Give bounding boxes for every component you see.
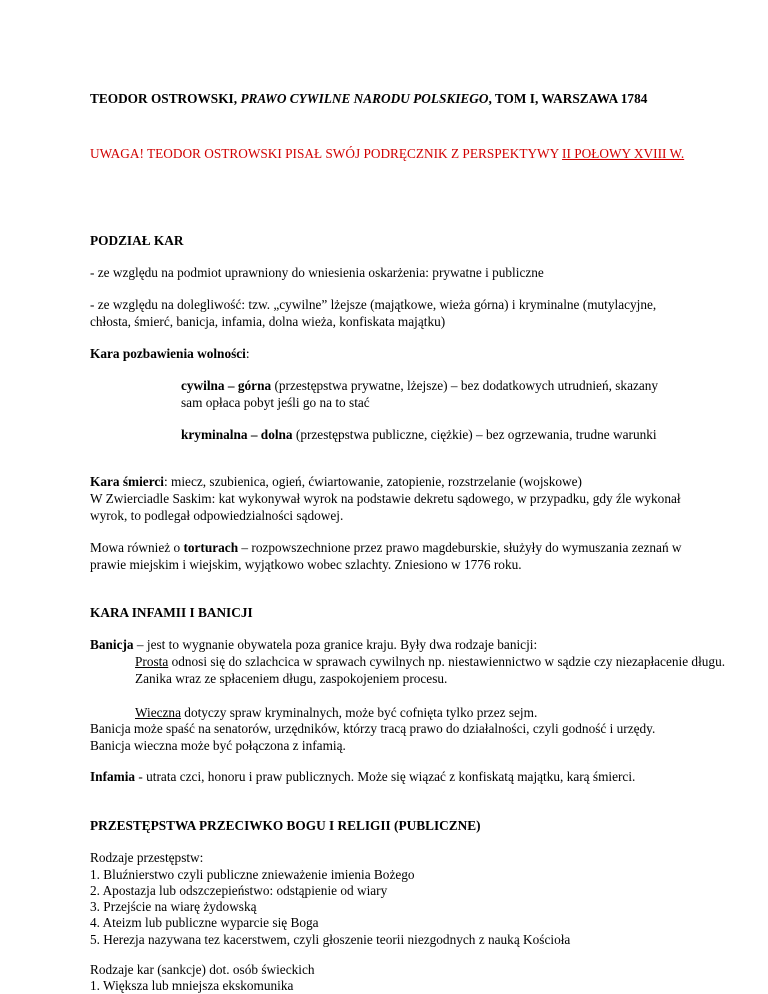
- rodzaje-przestepstw-title: Rodzaje przestępstw:: [90, 850, 204, 865]
- banicja-wieczna: Wieczna dotyczy spraw kryminalnych, może być cofnięta tylko przez sejm.: [135, 705, 538, 720]
- kara-cywilna: cywilna – górna (przestępstwa prywatne, lżejsze) – bez dodatkowych utrudnień, skazany sam opłaca pobyt jeśli go na to stać: [181, 378, 659, 410]
- infamia-definition: Infamia - utrata czci, honoru i praw publicznych. Może się wiązać z konfiskatą majątku, karą śmierci.: [90, 769, 636, 784]
- warning-note: UWAGA! TEODOR OSTROWSKI PISAŁ SWÓJ PODRĘCZNIK Z PERSPEKTYWY II POŁOWY XVIII W.: [90, 146, 685, 161]
- podzial-paragraph-2: - ze względu na dolegliwość: tzw. „cywilne” lżejsze (majątkowe, wieża górna) i kryminalne (mutylacyjne, chłosta, śmierć, banicja, infamia, dolna wieża, konfiskata majątku): [90, 297, 657, 329]
- list-item: 5. Herezja nazywana tez kacerstwem, czyli głoszenie teorii niezgodnych z nauką Kościoła: [90, 932, 571, 947]
- document-title: TEODOR OSTROWSKI, PRAWO CYWILNE NARODU POLSKIEGO, TOM I, WARSZAWA 1784: [90, 91, 648, 106]
- list-item: 1. Większa lub mniejsza ekskomunika: [90, 978, 294, 993]
- heading-przestepstwa: PRZESTĘPSTWA PRZECIWKO BOGU I RELIGII (PUBLICZNE): [90, 818, 481, 833]
- podzial-paragraph-1: - ze względu na podmiot uprawniony do wniesienia oskarżenia: prywatne i publiczne: [90, 265, 544, 280]
- heading-infamia-banicja: KARA INFAMII I BANICJI: [90, 605, 253, 620]
- rodzaje-kar-title: Rodzaje kar (sankcje) dot. osób świeckich: [90, 962, 315, 977]
- list-item: 4. Ateizm lub publiczne wyparcie się Boga: [90, 915, 319, 930]
- list-item: 1. Bluźnierstwo czyli publiczne znieważenie imienia Bożego: [90, 867, 415, 882]
- kara-smierci: Kara śmierci: miecz, szubienica, ogień, ćwiartowanie, zatopienie, rozstrzelanie (wojskowe): [90, 474, 582, 489]
- list-item: 2. Apostazja lub odszczepieństwo: odstąpienie od wiary: [90, 883, 388, 898]
- list-item: 3. Przejście na wiarę żydowską: [90, 899, 257, 914]
- kara-kryminalna: kryminalna – dolna (przestępstwa publiczne, ciężkie) – bez ogrzewania, trudne warunki: [181, 427, 657, 442]
- banicja-senatorowie: Banicja może spaść na senatorów, urzędników, którzy tracą prawo do działalności, czyli godność i urzędy. Banicja wieczna może być połączona z infamią.: [90, 721, 656, 753]
- banicja-definition: Banicja – jest to wygnanie obywatela poza granice kraju. Były dwa rodzaje banicji:: [90, 637, 538, 652]
- zwierciadlo-saskie: W Zwierciadle Saskim: kat wykonywał wyrok na podstawie dekretu sądowego, w przypadku, gdy źle wykonał wyrok, to podlegał odpowiedzialności sądowej.: [90, 491, 681, 523]
- banicja-prosta: Prosta odnosi się do szlachcica w sprawach cywilnych np. niestawiennictwo w sądzie czy niezapłacenie długu. Zanika wraz ze spłaceniem długu, zaspokojeniem procesu.: [135, 654, 726, 686]
- tortury-paragraph: Mowa również o torturach – rozpowszechnione przez prawo magdeburskie, służyły do wymuszania zeznań w prawie miejskim i wiejskim, wyjątkowo wobec szlachty. Zniesiono w 1776 roku.: [90, 540, 682, 572]
- heading-podzial-kar: PODZIAŁ KAR: [90, 233, 184, 248]
- kara-pozbawienia-wolnosci: Kara pozbawienia wolności:: [90, 346, 250, 361]
